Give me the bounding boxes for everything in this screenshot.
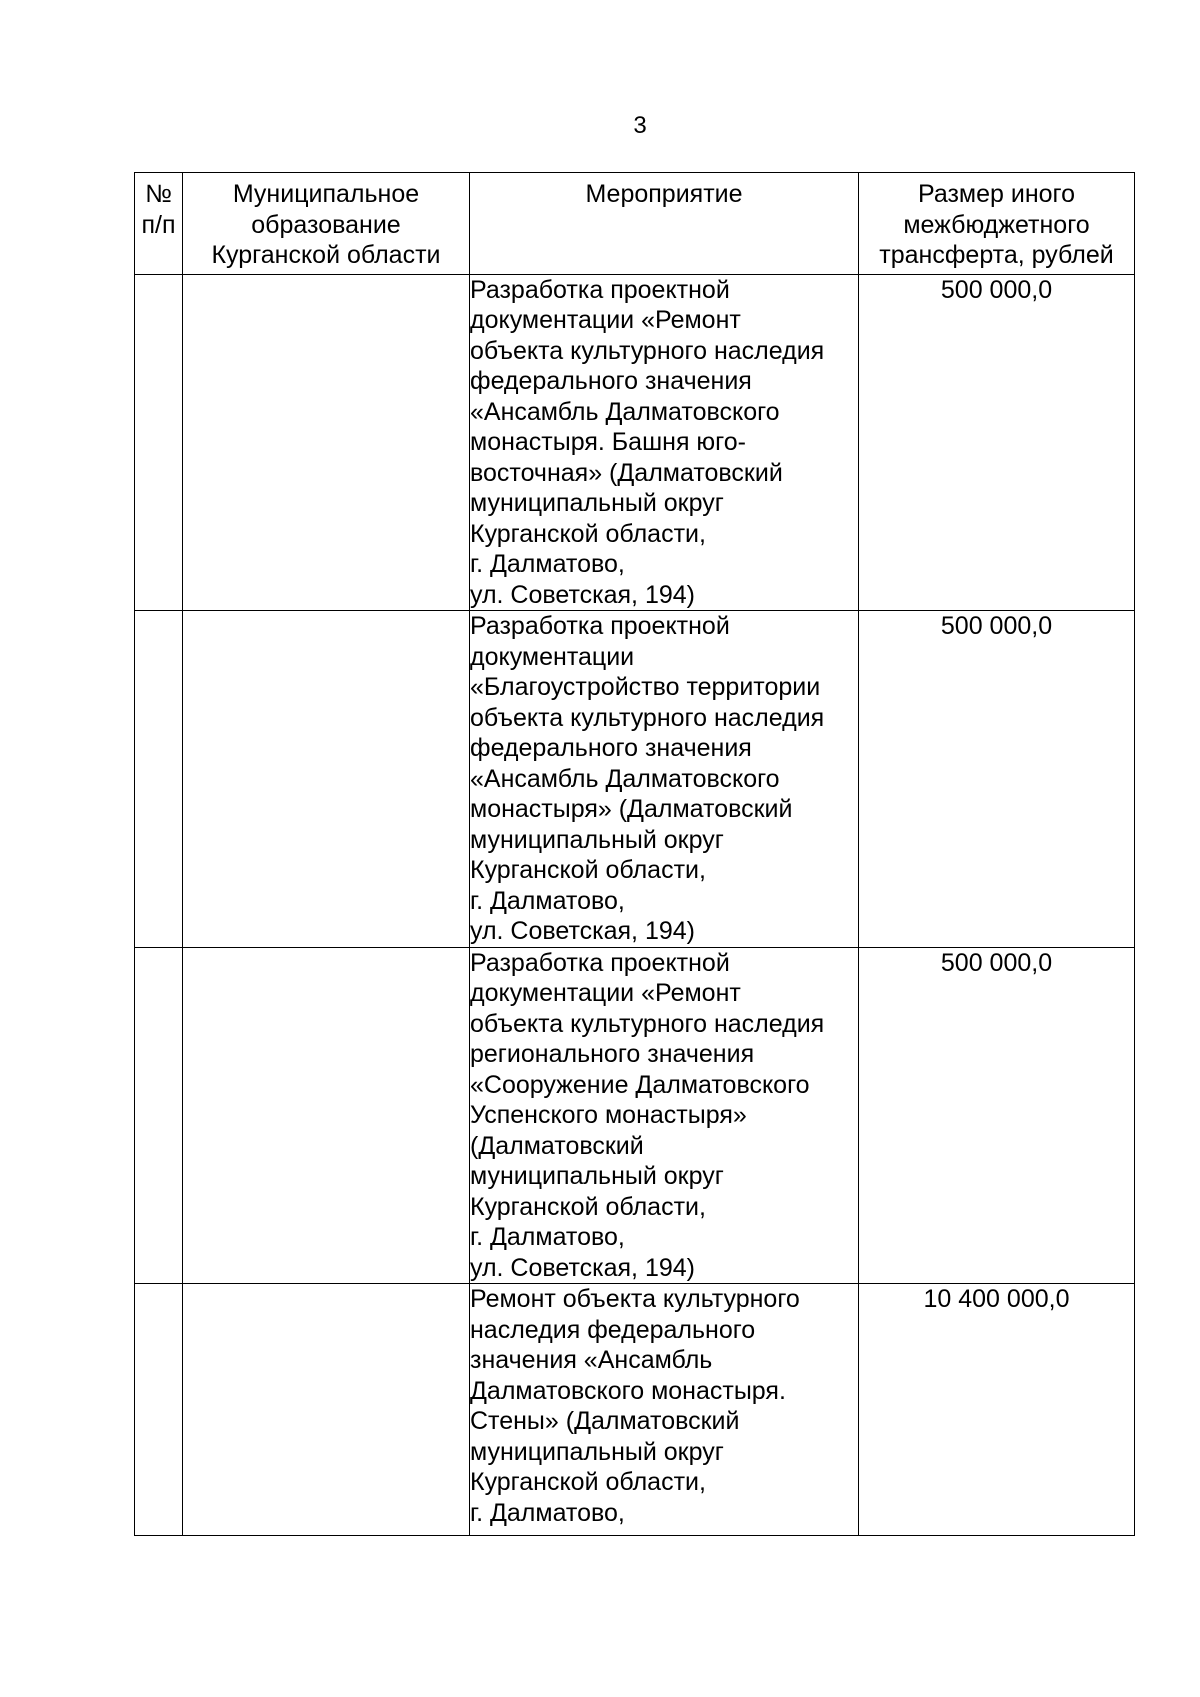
- header-row: [135, 173, 1135, 275]
- event-text-line: Разработка проектной: [470, 948, 730, 977]
- table-row: [135, 274, 1135, 611]
- event-text-line: восточная» (Далматовский: [470, 458, 783, 487]
- event-text-line: Разработка проектной: [470, 612, 730, 640]
- event-text-line: ул. Советская, 194): [470, 1253, 695, 1282]
- event-text-line: муниципальный округ: [470, 1437, 724, 1466]
- cell-num: [135, 1284, 183, 1536]
- event-text-line: «Ансамбль Далматовского: [470, 764, 780, 793]
- table-row: [135, 947, 1135, 1284]
- event-text-line: Успенского монастыря»: [470, 1101, 747, 1129]
- header-municipality: [183, 173, 470, 275]
- event-text-line: «Ансамбль Далматовского: [470, 397, 780, 426]
- event-text-line: документации: [470, 642, 635, 671]
- header-num: [135, 173, 183, 275]
- event-text-line: «Сооружение Далматовского: [470, 1070, 810, 1099]
- cell-municipality: [183, 1284, 470, 1536]
- cell-num: [135, 611, 183, 948]
- event-text-line: ул. Советская, 194): [470, 580, 695, 609]
- header-municipality-line: Курганской области: [211, 241, 441, 269]
- cell-event: [470, 1284, 859, 1536]
- cell-amount: 500 000,0: [859, 947, 1135, 1284]
- event-text-line: Курганской области,: [470, 856, 706, 884]
- event-text-line: Курганской области,: [470, 519, 706, 548]
- event-text-line: регионального значения: [470, 1040, 755, 1068]
- cell-num: [135, 947, 183, 1284]
- header-amount-line: трансферта, рублей: [879, 241, 1114, 269]
- event-text-line: Курганской области,: [470, 1468, 706, 1496]
- cell-municipality: [183, 611, 470, 948]
- event-text-line: значения «Ансамбль: [470, 1346, 713, 1374]
- event-text-line: федерального значения: [470, 367, 752, 395]
- header-num-line: п/п: [141, 210, 176, 239]
- event-text-line: объекта культурного наследия: [470, 1009, 825, 1038]
- header-num-line: №: [145, 180, 172, 208]
- cell-municipality: [183, 274, 470, 611]
- table-body: [135, 274, 1135, 1536]
- event-text-line: «Благоустройство территории: [470, 673, 821, 701]
- event-text-line: г. Далматово,: [470, 886, 625, 915]
- table-row: [135, 611, 1135, 948]
- header-event-line: Мероприятие: [585, 180, 743, 208]
- cell-num: [135, 274, 183, 611]
- cell-amount: 500 000,0: [859, 611, 1135, 948]
- event-text-line: Далматовского монастыря.: [470, 1376, 786, 1405]
- header-municipality-line: образование: [251, 210, 401, 239]
- cell-municipality: [183, 947, 470, 1284]
- header-amount-line: Размер иного: [917, 180, 1076, 208]
- event-text-line: Курганской области,: [470, 1192, 706, 1221]
- cell-event: [470, 611, 859, 948]
- cell-amount: 500 000,0: [859, 274, 1135, 611]
- event-text-line: федерального значения: [470, 734, 752, 762]
- header-municipality-line: Муниципальное: [232, 180, 420, 208]
- header-amount-line: межбюджетного: [903, 210, 1090, 239]
- event-text-line: ул. Советская, 194): [470, 917, 695, 945]
- budget-transfer-table: [134, 172, 1135, 1536]
- event-text-line: наследия федерального: [470, 1315, 756, 1344]
- event-text-line: (Далматовский: [470, 1131, 644, 1160]
- event-text-line: г. Далматово,: [470, 1223, 625, 1251]
- event-text-line: Ремонт объекта культурного: [470, 1285, 800, 1313]
- event-text-line: муниципальный округ: [470, 1162, 724, 1190]
- event-text-line: г. Далматово,: [470, 1498, 625, 1527]
- table-row: [135, 1284, 1135, 1536]
- event-text-line: монастыря. Башня юго-: [470, 428, 746, 456]
- event-text-line: документации «Ремонт: [470, 979, 741, 1007]
- event-text-line: Стены» (Далматовский: [470, 1407, 740, 1435]
- event-text-line: документации «Ремонт: [470, 306, 741, 334]
- header-amount: [859, 173, 1135, 275]
- event-text-line: объекта культурного наследия: [470, 336, 825, 365]
- event-text-line: муниципальный округ: [470, 825, 724, 854]
- cell-amount: 10 400 000,0: [859, 1284, 1135, 1536]
- event-text-line: Разработка проектной: [470, 275, 730, 304]
- page-number: 3: [633, 112, 647, 139]
- header-event: [470, 173, 859, 275]
- event-text-line: муниципальный округ: [470, 489, 724, 517]
- cell-event: [470, 947, 859, 1284]
- event-text-line: монастыря» (Далматовский: [470, 795, 793, 823]
- cell-event: [470, 274, 859, 611]
- event-text-line: г. Далматово,: [470, 550, 625, 578]
- table-header: [135, 173, 1135, 275]
- event-text-line: объекта культурного наследия: [470, 703, 825, 732]
